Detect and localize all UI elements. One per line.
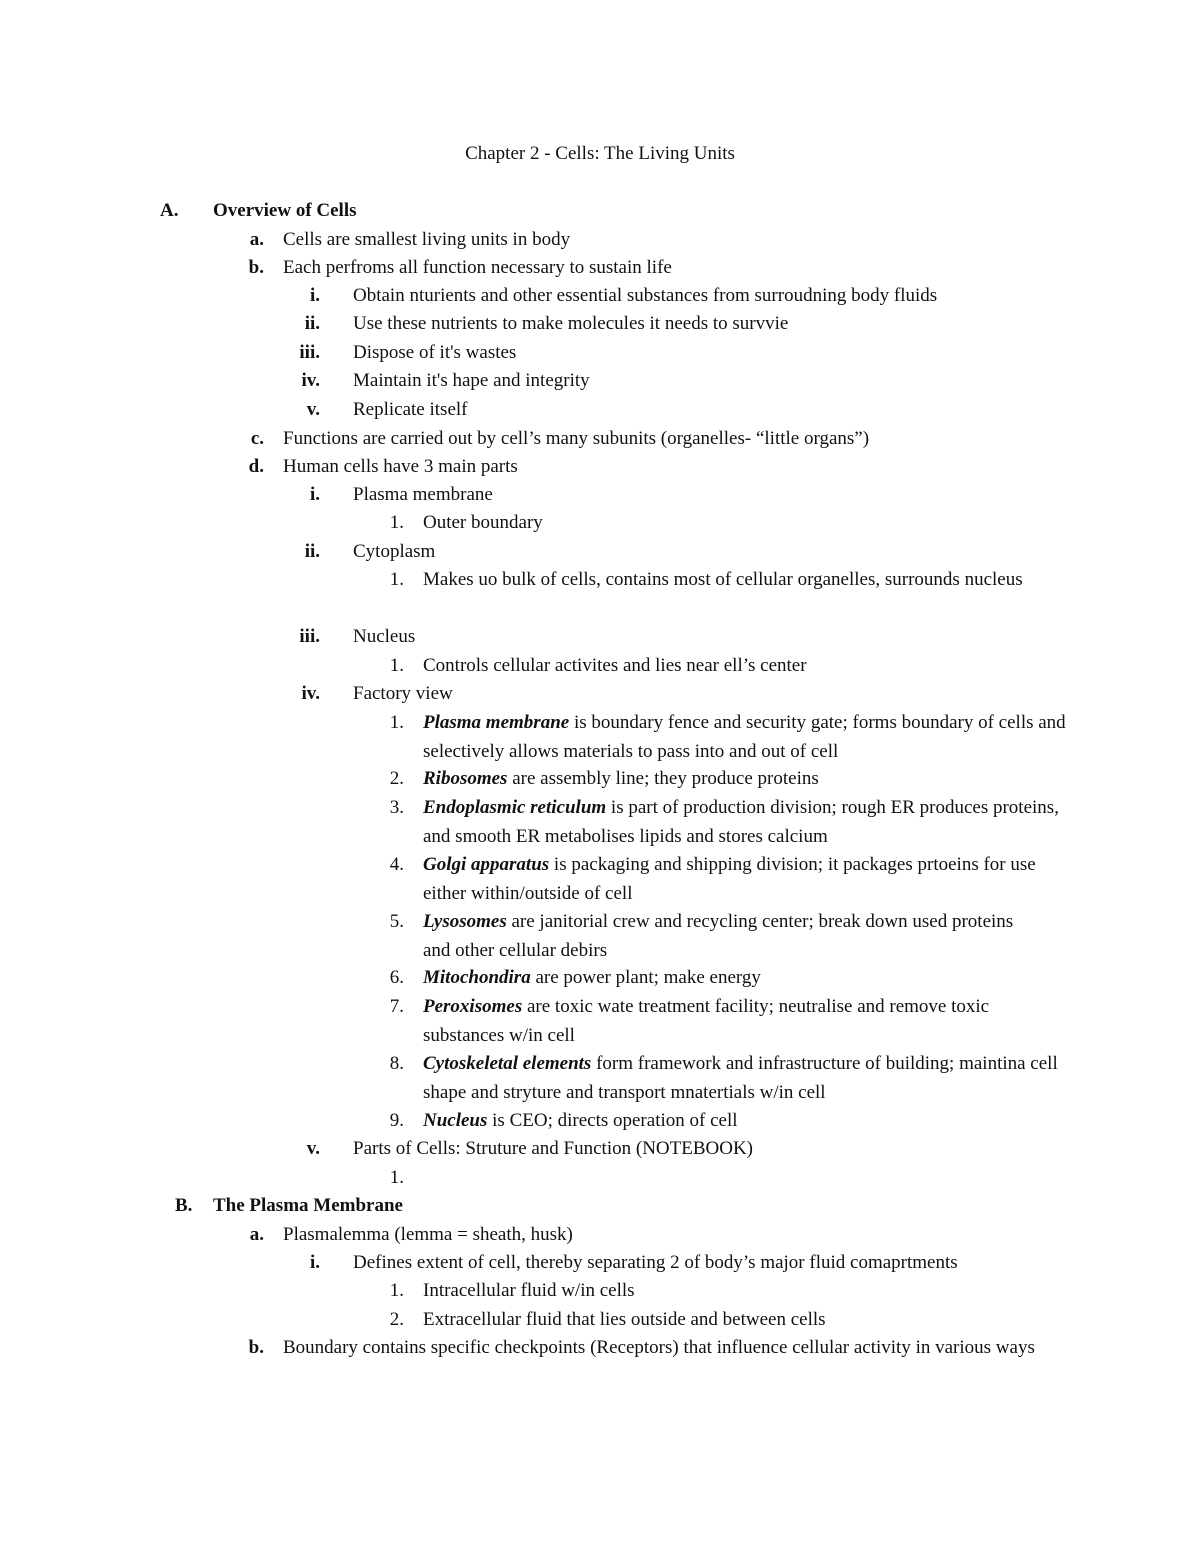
definition: is CEO; directs operation of cell — [487, 1110, 738, 1131]
list-text — [423, 993, 1043, 1050]
list-marker: i. — [309, 1252, 320, 1273]
list-marker: 1. — [389, 655, 404, 676]
list-marker: 3. — [389, 797, 404, 818]
list-marker: v. — [306, 1138, 320, 1159]
list-marker: 2. — [389, 1309, 404, 1330]
list-marker: 7. — [389, 996, 404, 1017]
list-text: Maintain it's hape and integrity — [353, 370, 590, 391]
list-marker: 2. — [389, 768, 404, 789]
definition: form framework and infrastructure of building; maintina cell shape and stryture and transport mnatertials w/in cell — [423, 1053, 1058, 1103]
list-text: Boundary contains specific checkpoints (Receptors) that influence cellular activity in various ways — [283, 1337, 1035, 1358]
list-marker: 5. — [389, 911, 404, 932]
list-marker: iv. — [301, 370, 320, 391]
list-text: Each perfroms all function necessary to sustain life — [283, 257, 672, 278]
definition: are janitorial crew and recycling center; break down used proteins and other cellular debirs — [423, 911, 1014, 961]
list-text — [423, 964, 1073, 993]
list-marker: 4. — [389, 854, 404, 875]
list-marker: ii. — [304, 541, 320, 562]
section-a-heading: Overview of Cells — [213, 200, 357, 221]
list-text: Parts of Cells: Struture and Function (NOTEBOOK) — [353, 1138, 754, 1159]
list-marker: 8. — [389, 1053, 404, 1074]
list-text: Factory view — [353, 683, 453, 704]
list-marker: d. — [248, 456, 264, 477]
term: Endoplasmic reticulum — [423, 797, 607, 818]
list-text — [423, 1107, 1073, 1136]
list-text: Cells are smallest living units in body — [283, 229, 571, 250]
list-marker: i. — [309, 484, 320, 505]
list-marker: 6. — [389, 967, 404, 988]
list-marker: iii. — [299, 626, 320, 647]
list-text: Nucleus — [353, 626, 416, 647]
list-marker: b. — [248, 1337, 264, 1358]
definition: are power plant; make energy — [530, 967, 761, 988]
list-text: Functions are carried out by cell’s many subunits (organelles- “little organs”) — [283, 428, 870, 449]
list-text: Plasmalemma (lemma = sheath, husk) — [283, 1224, 573, 1245]
term: Peroxisomes — [423, 996, 523, 1017]
list-marker: 9. — [389, 1110, 404, 1131]
list-text: Controls cellular activites and lies near ell’s center — [423, 655, 807, 676]
definition: are assembly line; they produce proteins — [507, 768, 819, 789]
term: Golgi apparatus — [423, 854, 550, 875]
list-marker: 1. — [389, 569, 404, 590]
list-marker: i. — [309, 285, 320, 306]
list-marker: 1. — [389, 512, 404, 533]
list-marker: c. — [250, 428, 264, 449]
list-marker: iii. — [299, 342, 320, 363]
page-title: Chapter 2 - Cells: The Living Units — [465, 143, 735, 164]
list-text: Makes uo bulk of cells, contains most of cellular organelles, surrounds nucleus — [423, 569, 1023, 590]
list-text: Outer boundary — [423, 512, 543, 533]
section-b-heading: The Plasma Membrane — [213, 1195, 403, 1216]
list-text: Intracellular fluid w/in cells — [423, 1280, 635, 1301]
list-text — [423, 765, 1073, 794]
term: Plasma membrane — [423, 712, 570, 733]
section-a-marker: A. — [160, 200, 179, 221]
list-text: Human cells have 3 main parts — [283, 456, 518, 477]
definition: are toxic wate treatment facility; neutralise and remove toxic substances w/in cell — [423, 996, 990, 1046]
list-text — [423, 851, 1073, 908]
list-text — [423, 908, 1043, 965]
term: Mitochondira — [423, 967, 531, 988]
term: Nucleus — [423, 1110, 488, 1131]
list-marker: 1. — [389, 1280, 404, 1301]
list-marker: a. — [249, 229, 264, 250]
list-text: Cytoplasm — [353, 541, 436, 562]
list-text: Dispose of it's wastes — [353, 342, 517, 363]
definition: is boundary fence and security gate; forms boundary of cells and selectively allows materials to pass into and out of cell — [423, 712, 1066, 762]
term: Lysosomes — [423, 911, 507, 932]
list-text: Obtain nturients and other essential substances from surroudning body fluids — [353, 285, 938, 306]
list-text: Defines extent of cell, thereby separating 2 of body’s major fluid comaprtments — [353, 1252, 958, 1273]
term: Cytoskeletal elements — [423, 1053, 592, 1074]
list-text: Replicate itself — [353, 399, 468, 420]
list-text — [423, 794, 1063, 851]
term: Ribosomes — [423, 768, 508, 789]
list-marker: iv. — [301, 683, 320, 704]
list-marker: 1. — [389, 1167, 404, 1188]
section-b-marker: B. — [175, 1195, 193, 1216]
list-text: Use these nutrients to make molecules it needs to survvie — [353, 313, 789, 334]
list-text — [423, 709, 1073, 766]
list-marker: b. — [248, 257, 264, 278]
list-marker: 1. — [389, 712, 404, 733]
definition: is packaging and shipping division; it packages prtoeins for use either within/outside of cell — [423, 854, 1036, 904]
list-text: Plasma membrane — [353, 484, 493, 505]
list-marker: ii. — [304, 313, 320, 334]
list-marker: v. — [306, 399, 320, 420]
list-marker: a. — [249, 1224, 264, 1245]
list-text: Extracellular fluid that lies outside and between cells — [423, 1309, 826, 1330]
definition: is part of production division; rough ER produces proteins, and smooth ER metabolises lipids and stores calcium — [423, 797, 1059, 847]
list-text — [423, 1050, 1073, 1107]
